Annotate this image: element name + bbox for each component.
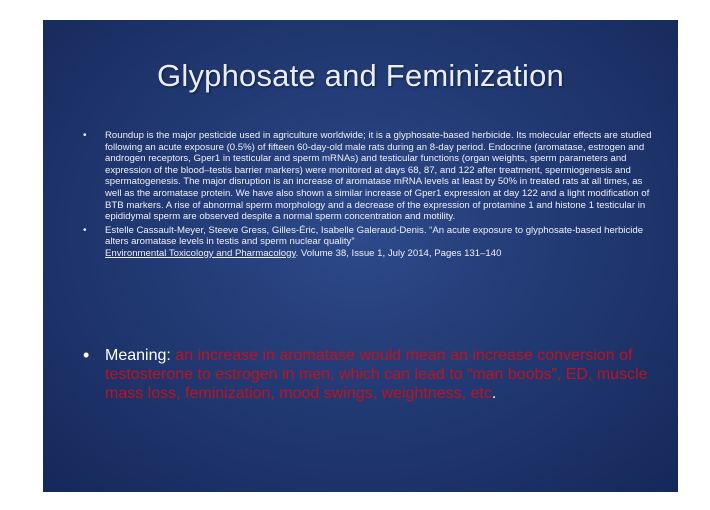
meaning-text: an increase in aromatase would mean an increase conversion of testosterone to estrogen in men, which can lead to “man boobs”, ED, muscle mass loss, feminization, mood swings, weightness, etc xyxy=(105,347,648,402)
list-item-abstract xyxy=(83,130,653,223)
slide-title: Glyphosate and Feminization xyxy=(157,58,564,93)
citation-text: Estelle Cassault-Meyer, Steeve Gress, Gilles-Éric, Isabelle Galeraud-Denis. “An acute exposure to glyphosate-based herbicide alters aromatase levels in testis and sperm nuclear quality” xyxy=(105,224,644,248)
bullet-marker: • xyxy=(83,130,87,141)
meaning-label: Meaning: xyxy=(105,347,171,364)
bullet-marker: • xyxy=(83,224,87,236)
slide xyxy=(43,20,678,492)
bullet-list xyxy=(83,130,653,262)
meaning-bullet xyxy=(83,346,675,403)
abstract-text: Roundup is the major pesticide used in agriculture worldwide; it is a glyphosate-based herbicide. Its molecular effects are studied following an acute exposure (0.5%) of fifteen 60-day-old male rats during an 8-day period. Endocrine (aromatase, estrogen and androgen receptors, Gper1 in testicular and sperm mRNAs) and testicular functions (organ weights, sperm parameters and expression of the blood–testis barrier markers) were monitored at days 68, 87, and 122 after treatment, spermiogenesis and spermatogenesis. The major disruption is an increase of aromatase mRNA levels at least by 50% in treated rats at all times, as well as the aromatase protein. We have also shown a similar increase of Gper1 expression at day 122 and a light modification of BTB markers. A rise of abnormal sperm morphology and a decrease of the expression of protamine 1 and histone 1 testicular in epididymal sperm are observed despite a normal sperm concentration and motility. xyxy=(105,130,652,223)
bullet-marker: • xyxy=(83,345,90,365)
journal-link[interactable]: Environmental Toxicology and Pharmacology xyxy=(105,247,296,259)
meaning-period: . xyxy=(491,385,497,402)
list-item-citation xyxy=(83,225,653,260)
citation-details: . Volume 38, Issue 1, July 2014, Pages 131–140 xyxy=(295,247,502,259)
